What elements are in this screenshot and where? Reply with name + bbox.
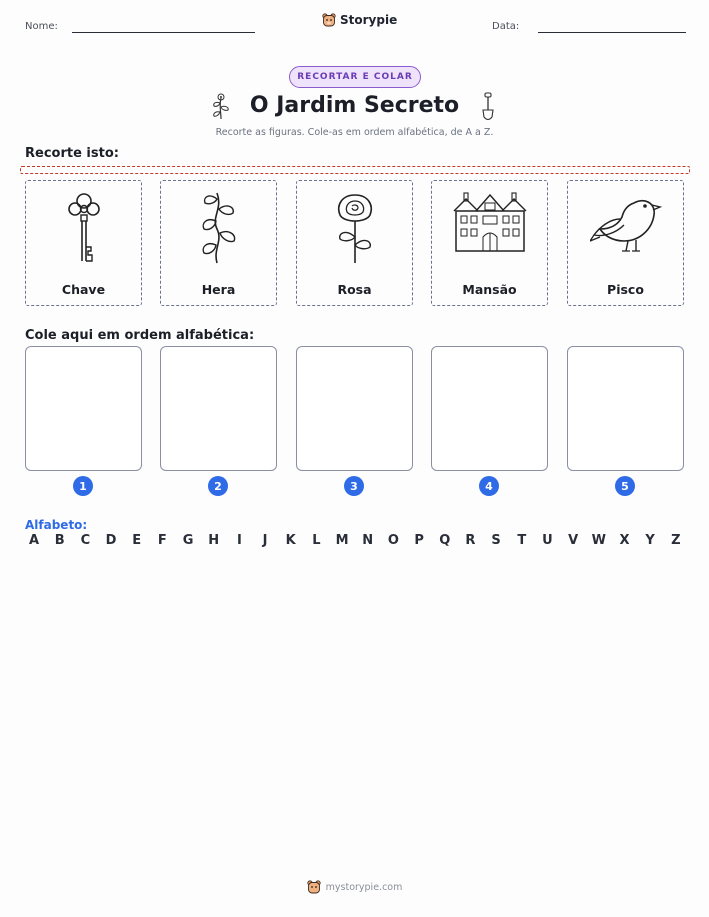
- alphabet-letter: K: [285, 533, 296, 548]
- paste-box-1[interactable]: [25, 346, 142, 471]
- rose-icon: [328, 189, 382, 265]
- alphabet-letter: I: [236, 533, 242, 548]
- shovel-icon: [480, 92, 496, 122]
- alphabet-letter: B: [54, 533, 65, 548]
- alphabet-letter: C: [80, 533, 91, 548]
- card-label: Rosa: [337, 282, 372, 297]
- card-label: Chave: [61, 282, 106, 297]
- alphabet-letter: E: [132, 533, 142, 548]
- footer: [0, 880, 709, 894]
- alphabet-letter: A: [28, 533, 40, 548]
- number-badge: 3: [344, 476, 364, 496]
- alphabet-letter: S: [491, 533, 501, 548]
- alphabet-letter: H: [208, 533, 220, 548]
- worksheet-title: O Jardim Secreto: [249, 93, 460, 118]
- brand-name: Storypie: [340, 13, 398, 27]
- card-label: Hera: [201, 282, 236, 297]
- alphabet-letter: N: [362, 533, 374, 548]
- cut-section-label: Recorte isto:: [25, 146, 119, 161]
- number-badge: 1: [73, 476, 93, 496]
- number-badge: 5: [615, 476, 635, 496]
- card-label: Mansão: [462, 282, 517, 297]
- activity-badge: RECORTAR E COLAR: [289, 66, 421, 88]
- name-label: Nome:: [25, 21, 58, 32]
- paste-box-4[interactable]: [431, 346, 548, 471]
- alphabet-letter: Y: [645, 533, 655, 548]
- date-line: [538, 32, 686, 33]
- paste-box-2[interactable]: [160, 346, 277, 471]
- ivy-icon: [193, 189, 245, 265]
- brand-logo: [322, 13, 397, 27]
- bear-logo-icon: [322, 13, 336, 27]
- alphabet-letter: W: [591, 533, 606, 548]
- cut-dashed-line[interactable]: [20, 166, 690, 174]
- alphabet-letter: O: [387, 533, 399, 548]
- alphabet-letter: U: [542, 533, 553, 548]
- alphabet-label: Alfabeto:: [25, 518, 88, 532]
- alphabet-row: [25, 533, 685, 548]
- card-label: Pisco: [607, 282, 644, 297]
- alphabet-letter: R: [465, 533, 476, 548]
- cut-card-pisco[interactable]: [567, 180, 684, 306]
- paste-section-label: Cole aqui em ordem alfabética:: [25, 328, 255, 343]
- number-badge: 4: [479, 476, 499, 496]
- instructions-text: Recorte as figuras. Cole-as em ordem alfabética, de A a Z.: [215, 127, 494, 138]
- cut-card-chave[interactable]: [25, 180, 142, 306]
- cut-card-hera[interactable]: [160, 180, 277, 306]
- alphabet-letter: Z: [671, 533, 681, 548]
- alphabet-letter: Q: [439, 533, 451, 548]
- robin-icon: [590, 189, 662, 257]
- number-badge: 2: [208, 476, 228, 496]
- cut-card-rosa[interactable]: [296, 180, 413, 306]
- alphabet-letter: J: [262, 533, 268, 548]
- key-icon: [64, 189, 104, 265]
- date-label: Data:: [492, 21, 520, 32]
- bear-logo-icon: [307, 880, 321, 894]
- name-line: [72, 32, 255, 33]
- alphabet-letter: G: [182, 533, 194, 548]
- mansion-icon: [452, 189, 528, 253]
- alphabet-letter: P: [414, 533, 424, 548]
- footer-site[interactable]: mystorypie.com: [325, 881, 403, 893]
- alphabet-letter: X: [619, 533, 630, 548]
- alphabet-letter: V: [568, 533, 579, 548]
- paste-box-5[interactable]: [567, 346, 684, 471]
- alphabet-letter: D: [105, 533, 117, 548]
- paste-box-3[interactable]: [296, 346, 413, 471]
- alphabet-letter: L: [312, 533, 321, 548]
- alphabet-letter: T: [517, 533, 527, 548]
- alphabet-letter: F: [157, 533, 167, 548]
- alphabet-letter: M: [335, 533, 349, 548]
- cut-card-mansao[interactable]: [431, 180, 548, 306]
